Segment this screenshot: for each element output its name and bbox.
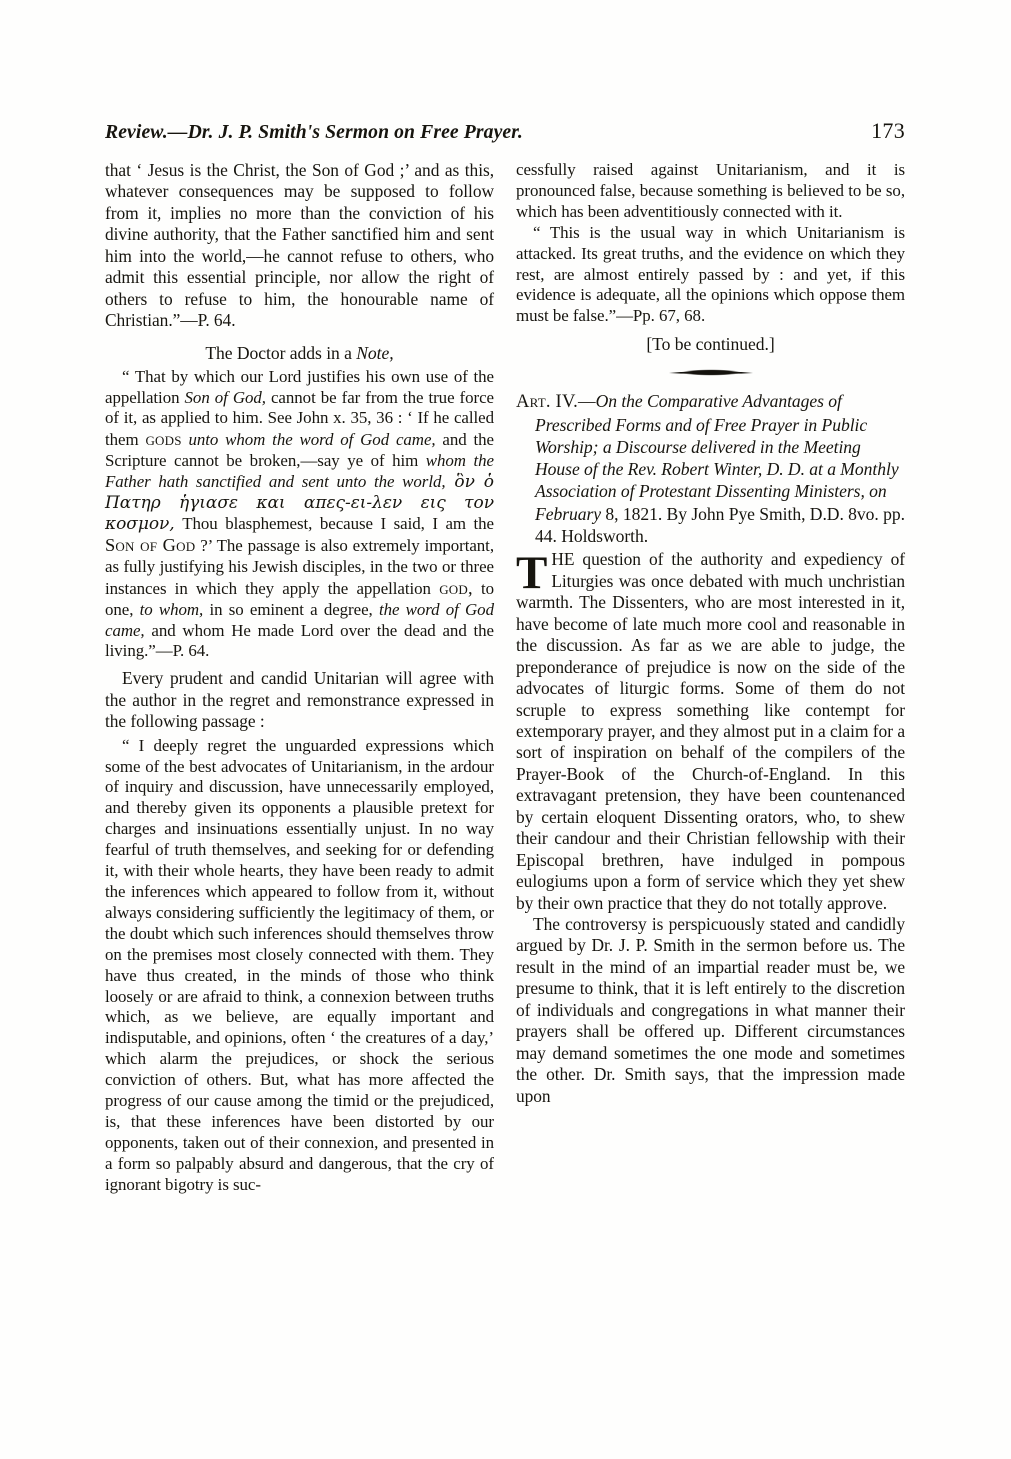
section-divider [516, 364, 905, 378]
note-quote-block [105, 367, 494, 663]
note-quote-c-italic: unto whom the word of God came, [181, 430, 436, 450]
smallcaps-god: god, [439, 577, 473, 598]
to-be-continued-note: [To be continued.] [646, 334, 775, 355]
note-quote-a: “ That by which our Lord justifies his own use of the appellation [105, 366, 494, 407]
block-quote-deeply-regret: “ I deeply regret the unguarded expressions which some of the best advocates of Unitarianism, in the ardour of inquiry and discussion, have unnecessarily employed, and thereby given its opponents a plausible pretext for charges and insinuations essentially unjust. In no way fearful of truth themselves, and seeking for or defending it, with their whole hearts, they have been ready to admit the inferences which appeared to follow from it, without always considering sufficiently the legitimacy of them, or the doubt which such inferences should themselves throw on the premises most closely connected with them. They have thus created, in the minds of those who think loosely or are afraid to think, a connexion between truths which, as we believe, are equally important and indisputable, and opinions, often ‘ the creatures of a day,’ which alarm the prejudices, or shock the serious conviction of others. But, what has more affected the progress of our cause among the timid or the prejudiced, is, that these inferences have been distorted by our opponents, taken out of their connexion, and presented in a form so palpably absurd and dangerous, that the cry of ignorant bigotry is suc- [105, 735, 494, 1194]
article-title: On the Comparative Advantages of Prescribed Forms and of Free Prayer in Public Worship; a Discourse delivered in the Meeting House of the Rev. Robert Winter, D. D. at a Monthly Association of Protestant Dissenting Ministers, on February [535, 391, 899, 524]
note-quote-l: and whom He made Lord over the dead and the living.”—P. 64. [105, 620, 494, 661]
article-dash: — [578, 391, 596, 412]
note-quote-f: Thou blasphemest, because I said, I am the [174, 513, 494, 533]
smallcaps-son-of-god: Son of God [105, 534, 196, 555]
lens-ornament-icon [669, 368, 753, 377]
paragraph-continuation: that ‘ Jesus is the Christ, the Son of God ;’ and as this, whatever consequences may be supposed to follow from it, implies no more than the conviction of his divine authority, that the Father sanctified him and sent him into the world,—he cannot refuse to others, who admit this essential principle, nor allow the right of others to refuse to him, the honourable name of Christian.”—P. 64. [105, 160, 494, 331]
smallcaps-gods: gods [145, 429, 182, 450]
right-column [516, 160, 905, 1390]
note-quote-b: cannot be far from the true force of it, as applied to him. See John x. 35, 36 : ‘ If he called them [105, 387, 494, 450]
article-opening-paragraph [516, 549, 905, 914]
greek-text-line-2: λεν εις τον κοσμον, [105, 493, 494, 534]
note-quote-i-italic: to whom, [139, 599, 204, 619]
note-quote-g: ?’ The passage is also extremely important, as fully justifying his Jewish disciples, in the two or three instances in which they apply the appellation [105, 535, 494, 598]
note-quote-d: and the Scripture cannot be broken,—say ye of him [105, 430, 495, 471]
paragraph-every-prudent: Every prudent and candid Unitarian will agree with the author in the regret and remonstrance expressed in the following passage : [105, 668, 494, 732]
article-imprint: 8, 1821. By John Pye Smith, D.D. 8vo. pp. 44. Holdsworth. [535, 503, 905, 547]
note-heading [105, 342, 494, 364]
note-quote-e-italic: whom the Father hath sanctified and sent unto the world, [105, 451, 494, 492]
note-quote-a-italic: Son of God, [184, 387, 266, 407]
article-opening-text: HE question of the authority and expediency of Liturgies was once debated with much unchristian warmth. The Dissenters, who are most interested in it, have become of late much more cool and reasonable in the discussion. As far as we are able to judge, the preponderance of prejudice is now on the side of the advocates of liturgic forms. Some of them do not scruple to express something like contempt for extemporary prayer, and they almost put in a claim for a sort of inspiration on behalf of the compilers of the Prayer-Book of the Church-of-England. In this extravagant pretension, they have been countenanced by certain eloquent Dissenting orators, who, to shew their candour and their Christian fellowship with their Episcopal brethren, have indulged in pompous eulogiums upon a form of service which they yet shew by their own practice that they do not totally approve. [516, 549, 905, 913]
running-head [105, 118, 905, 148]
left-column [105, 160, 494, 1390]
note-heading-text: The Doctor adds in a [205, 342, 357, 363]
page-number: 173 [871, 118, 905, 143]
note-quote-h: to one, [105, 578, 495, 619]
paragraph-quote-continuation: cessfully raised against Unitarianism, and it is pronounced false, because something is believed to be so, which has been adventitiously connected with it. [516, 160, 905, 221]
two-column-body [105, 160, 905, 1390]
drop-cap-letter: T [516, 547, 548, 600]
article-heading [516, 390, 905, 547]
article-second-paragraph: The controversy is perspicuously stated and candidly argued by Dr. J. P. Smith in the sermon before us. The result in the mind of an impartial reader must be, we presume to think, that it is left entirely to the discretion of individuals and congregations in what manner their prayers shall be offered up. Different circumstances may demand sometimes the one mode and sometimes the other. Dr. Smith says, that the impression made upon [516, 914, 905, 1106]
paragraph-usual-way: “ This is the usual way in which Unitarianism is attacked. Its great truths, and the evidence on which they rest, are almost entirely passed by : and yet, if this evidence is adequate, all the opinions which oppose them must be false.”—Pp. 67, 68. [516, 222, 905, 326]
article-number-label: Art. IV. [516, 391, 579, 413]
note-quote-j: in so eminent a degree, [203, 599, 379, 619]
note-quote-k-italic: the word of God came, [105, 599, 494, 640]
running-head-title: Review.—Dr. J. P. Smith's Sermon on Free Prayer. [105, 121, 523, 143]
greek-text-line-1: ὃν ὁ Πατηρ ἡγιασε και απες-ει- [105, 472, 494, 514]
note-heading-italic: Note, [356, 342, 394, 363]
